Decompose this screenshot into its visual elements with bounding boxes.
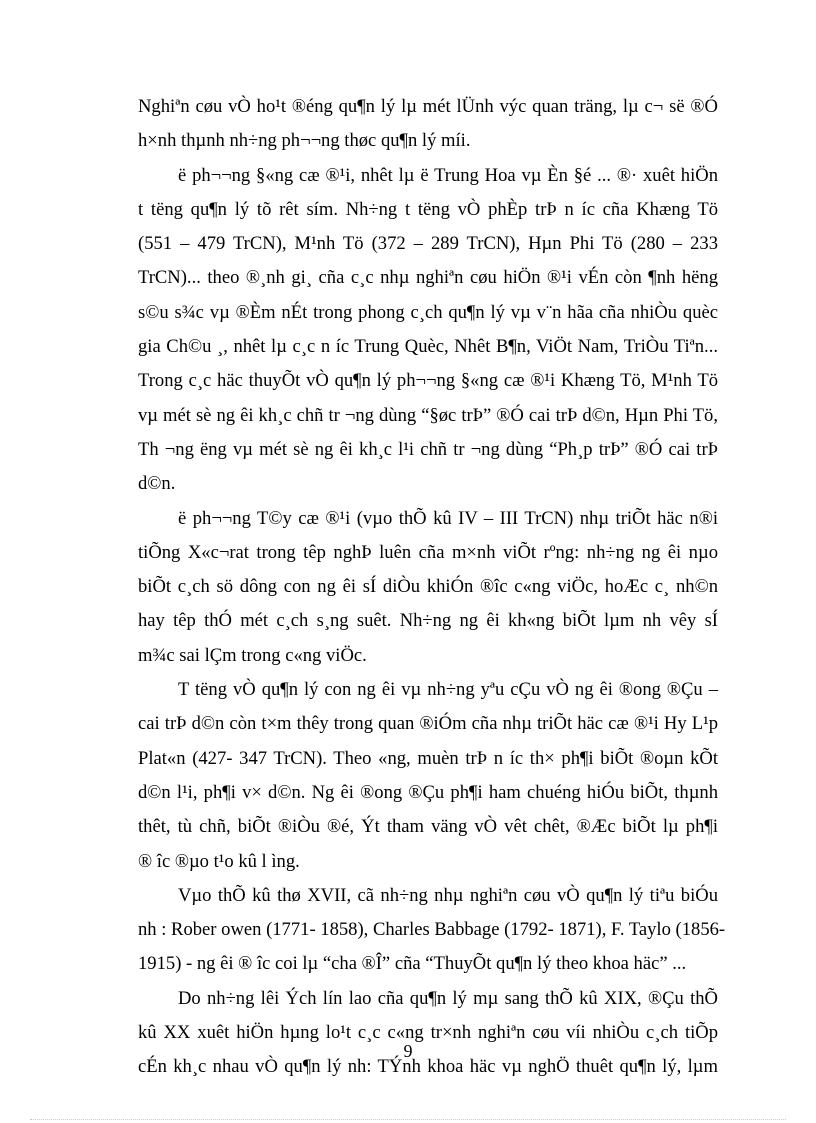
body-text: [138, 90, 726, 1085]
text-line: Do nh÷ng lêi Ých lín lao cña qu¶n lý mµ sang thÕ kû XIX, ®Çu thÕ: [178, 987, 718, 1009]
text-line: d©n l¹i, ph¶i v× d©n. Ng êi ®ong ®Çu ph¶i ham chuéng hiÓu biÕt, thµnh: [138, 781, 718, 803]
text-line: h×nh thµnh nh÷ng ph¬¬ng thøc qu¶n lý míi.: [138, 130, 471, 152]
text-line: tiÕng X«c¬rat trong têp nghÞ luên cña m×nh viÕt rºng: nh÷ng ng êi nµo: [138, 541, 718, 563]
text-line: thêt, tù chñ, biÕt ®iÒu ®é, Ýt tham väng vÒ vêt chêt, ®Æc biÕt lµ ph¶i: [138, 816, 718, 838]
text-line: Plat«n (427- 347 TrCN). Theo «ng, muèn trÞ n íc th× ph¶i biÕt ®oµn kÕt: [138, 747, 718, 769]
text-line: (551 – 479 TrCN), M¹nh Tö (372 – 289 TrCN), Hµn Phi Tö (280 – 233: [138, 233, 718, 255]
text-line: Vµo thÕ kû thø XVII, cã nh÷ng nhµ nghiªn cøu vÒ qu¶n lý tiªu biÓu: [178, 884, 718, 906]
text-line: t tëng qu¶n lý tõ rêt sím. Nh÷ng t tëng vÒ phÈp trÞ n íc cña Khæng Tö: [138, 198, 718, 220]
text-line: cÉn kh¸c nhau vÒ qu¶n lý nh: TÝnh khoa häc vµ nghÖ thuêt qu¶n lý, lµm: [138, 1056, 718, 1078]
page-number: 9: [403, 1041, 413, 1061]
text-line: cai trÞ d©n còn t×m thêy trong quan ®iÓm cña nhµ triÕt häc cæ ®¹i Hy L¹p: [138, 713, 718, 735]
text-line: d©n.: [138, 473, 176, 495]
text-line: kû XX xuêt hiÖn hµng lo¹t c¸c c«ng tr×nh nghiªn cøu víi nhiÒu c¸ch tiÕp: [138, 1022, 718, 1044]
text-line: vµ mét sè ng êi kh¸c chñ tr ¬ng dùng “§øc trÞ” ®Ó cai trÞ d©n, Hµn Phi Tö,: [138, 404, 718, 426]
text-line: Th ¬ng ëng vµ mét sè ng êi kh¸c l¹i chñ tr ¬ng dùng “Ph¸p trÞ” ®Ó cai trÞ: [138, 438, 718, 460]
text-line: TrCN)... theo ®¸nh gi¸ cña c¸c nhµ nghiªn cøu hiÖn ®¹i vÉn còn ¶nh hëng: [138, 267, 718, 289]
text-line: m¾c sai lÇm trong c«ng viÖc.: [138, 644, 367, 666]
text-line: hay têp thÓ mét c¸ch s¸ng suêt. Nh÷ng ng êi kh«ng biÕt lµm nh vêy sÍ: [138, 610, 718, 632]
text-line: Nghiªn cøu vÒ ho¹t ®éng qu¶n lý lµ mét lÜnh výc quan träng, lµ c¬ së ®Ó: [138, 96, 718, 117]
text-line: ë ph¬¬ng T©y cæ ®¹i (vµo thÕ kû IV – III TrCN) nhµ triÕt häc n®i: [178, 507, 718, 529]
text-line: nh : Rober owen (1771- 1858), Charles Babbage (1792- 1871), F. Taylo (1856-: [138, 919, 726, 941]
text-line: 1915) - ng êi ® îc coi lµ “cha ®Î” cña “ThuyÕt qu¶n lý theo khoa häc” ...: [138, 953, 687, 975]
text-line: s©u s¾c vµ ®Èm nÉt trong phong c¸ch qu¶n lý vµ v¨n hãa cña nhiÒu quèc: [138, 301, 718, 323]
text-line: biÕt c¸ch sö dông con ng êi sÍ diÒu khiÓn ®îc c«ng viÖc, hoÆc c¸ nh©n: [138, 576, 718, 598]
text-line: T tëng vÒ qu¶n lý con ng êi vµ nh÷ng yªu cÇu vÒ ng êi ®ong ®Çu –: [178, 679, 718, 701]
page-bottom-border: [30, 1119, 786, 1120]
text-line: ë ph¬¬ng §«ng cæ ®¹i, nhêt lµ ë Trung Hoa vµ Èn §é ... ®· xuêt hiÖn: [178, 164, 718, 186]
text-line: gia Ch©u ¸, nhêt lµ c¸c n íc Trung Quèc, Nhêt B¶n, ViÖt Nam, TriÒu Tiªn...: [138, 336, 718, 358]
text-line: ® îc ®µo t¹o kû l ìng.: [138, 850, 300, 872]
text-line: Trong c¸c häc thuyÕt vÒ qu¶n lý ph¬¬ng §«ng cæ ®¹i Khæng Tö, M¹nh Tö: [138, 370, 718, 392]
